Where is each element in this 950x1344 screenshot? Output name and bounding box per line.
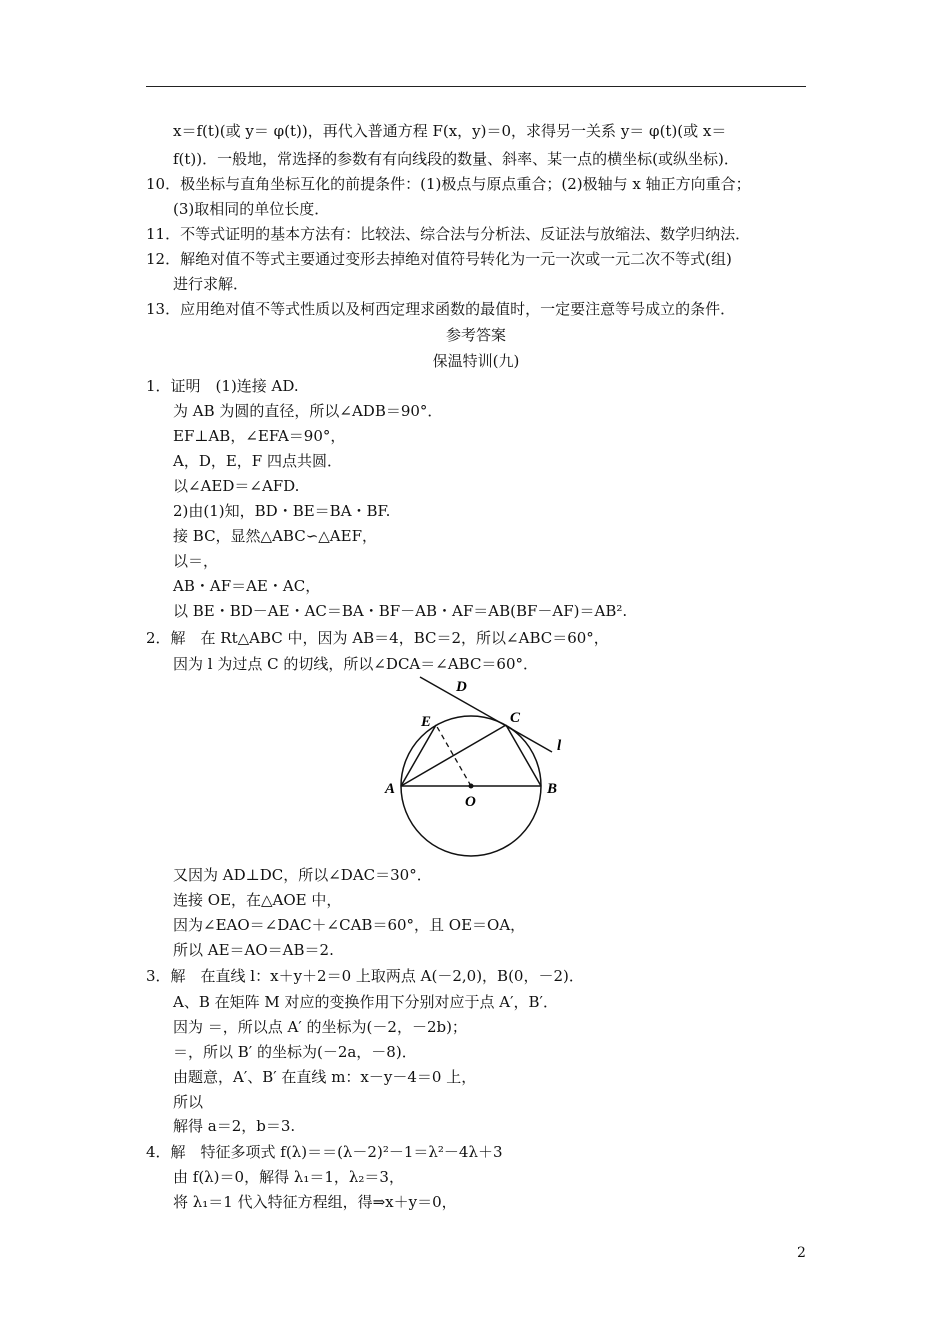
point-12-line-1: 12．解绝对值不等式主要通过变形去掉绝对值符号转化为一元一次或一元二次不等式(组) [146, 250, 732, 268]
q1-line-3: EF⊥AB，∠EFA＝90°， [173, 427, 346, 445]
label-a: A [385, 781, 396, 797]
point-11: 11．不等式证明的基本方法有：比较法、综合法与分析法、反证法与放缩法、数学归纳法． [146, 225, 751, 243]
q1-line-6: 2)由(1)知，BD・BE＝BA・BF. [173, 502, 391, 520]
point-10-line-1: 10．极坐标与直角坐标互化的前提条件：(1)极点与原点重合；(2)极轴与 x 轴正方向重合； [146, 175, 751, 193]
q3-line-3: 因为 ＝，所以点 A′ 的坐标为(－2，－2b)； [173, 1018, 467, 1036]
label-b: B [547, 781, 558, 797]
q1-line-7: 接 BC，显然△ABC∽△AEF， [173, 527, 377, 545]
label-c: C [510, 710, 521, 726]
segment-ae [401, 725, 436, 786]
q2-line-5: 因为∠EAO＝∠DAC＋∠CAB＝60°，且 OE＝OA， [173, 916, 526, 934]
q1-line-2: 为 AB 为圆的直径，所以∠ADB＝90°． [173, 402, 443, 420]
label-d: D [456, 679, 467, 695]
q2-line-4: 连接 OE，在△AOE 中， [173, 891, 342, 909]
q3-line-5: 由题意，A′、B′ 在直线 m：x－y－4＝0 上， [173, 1068, 477, 1086]
q2-line-3: 又因为 AD⊥DC，所以∠DAC＝30°． [173, 866, 432, 884]
point-10-line-2: (3)取相同的单位长度． [173, 200, 330, 218]
q1-line-1: 1．证明 (1)连接 AD. [146, 377, 299, 395]
point-9-line-2: f(t))．一般地，常选择的参数有有向线段的数量、斜率、某一点的横坐标(或纵坐标)． [173, 150, 739, 168]
q4-line-2: 由 f(λ)＝0，解得 λ₁＝1，λ₂＝3， [173, 1168, 404, 1186]
tangent-line-l [420, 677, 552, 752]
point-12-line-2: 进行求解． [173, 275, 249, 293]
segment-cb [506, 725, 541, 786]
point-9-line-1: x＝f(t)(或 y＝ φ(t))，再代入普通方程 F(x，y)＝0，求得另一关系 y＝ φ(t)(或 x＝ [173, 122, 727, 140]
q2-line-2: 因为 l 为过点 C 的切线，所以∠DCA＝∠ABC＝60°． [173, 655, 539, 673]
center-point [469, 784, 474, 789]
page-number: 2 [797, 1245, 806, 1261]
point-13: 13．应用绝对值不等式性质以及柯西定理求函数的最值时，一定要注意等号成立的条件． [146, 300, 736, 318]
q3-line-1: 3．解 在直线 l：x＋y＋2＝0 上取两点 A(－2,0)，B(0，－2)． [146, 967, 584, 985]
label-e: E [421, 714, 432, 730]
q1-line-10: 以 BE・BD－AE・AC＝BA・BF－AB・AF＝AB(BF－AF)＝AB². [173, 602, 628, 620]
q3-line-4: ＝，所以 B′ 的坐标为(－2a，－8)． [173, 1043, 417, 1061]
q4-line-3: 将 λ₁＝1 代入特征方程组，得⇒x＋y＝0， [173, 1193, 457, 1211]
segment-ac [401, 725, 506, 786]
q1-line-9: AB・AF＝AE・AC， [173, 577, 321, 595]
geometry-figure [370, 672, 590, 862]
answer-title: 参考答案 [445, 326, 506, 344]
q2-line-6: 所以 AE＝AO＝AB＝2. [173, 941, 334, 959]
q2-line-1: 2．解 在 Rt△ABC 中，因为 AB＝4，BC＝2，所以∠ABC＝60°， [146, 629, 609, 647]
section-title: 保温特训(九) [432, 352, 520, 370]
q1-line-8: 以＝， [173, 552, 219, 570]
q1-line-4: A，D，E，F 四点共圆． [173, 452, 342, 470]
q4-line-1: 4．解 特征多项式 f(λ)＝＝(λ－2)²－1＝λ²－4λ＋3 [146, 1143, 503, 1161]
q1-line-5: 以∠AED＝∠AFD. [173, 477, 300, 495]
q3-line-6: 所以 [173, 1093, 204, 1111]
q3-line-7: 解得 a＝2，b＝3. [173, 1117, 296, 1135]
label-o: O [465, 794, 476, 810]
header-rule [146, 86, 806, 87]
label-l: l [557, 738, 562, 754]
q3-line-2: A、B 在矩阵 M 对应的变换作用下分别对应于点 A′，B′． [173, 993, 558, 1011]
